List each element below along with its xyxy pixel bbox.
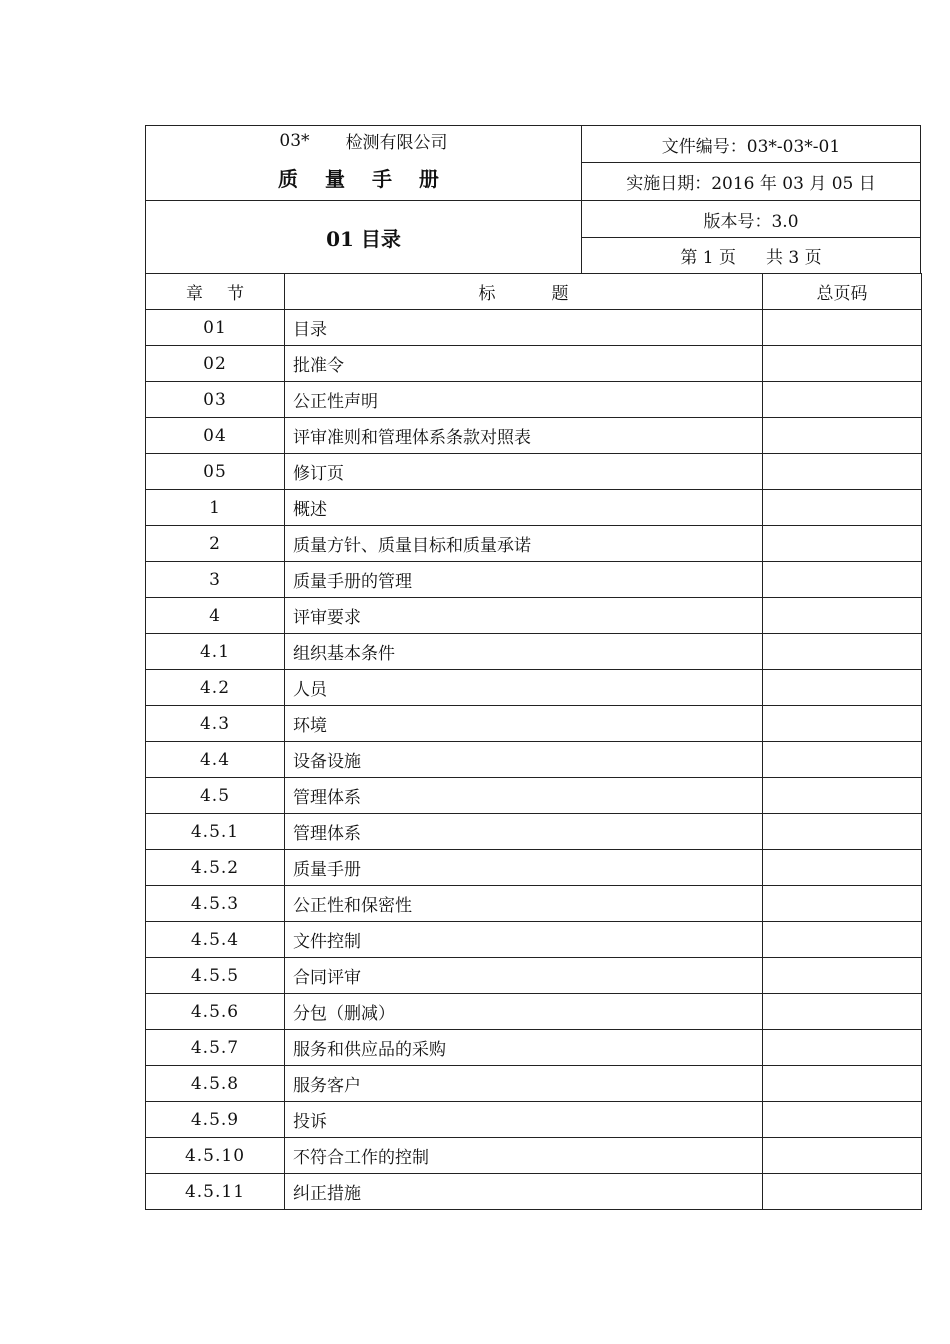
page-count (763, 1066, 922, 1102)
chapter-number: 3 (146, 562, 285, 598)
document-header (145, 125, 921, 273)
chapter-title: 概述 (285, 490, 763, 526)
chapter-title: 设备设施 (285, 742, 763, 778)
chapter-number: 4.5.4 (146, 922, 285, 958)
chapter-number: 4.3 (146, 706, 285, 742)
chapter-title: 修订页 (285, 454, 763, 490)
page-count (763, 454, 922, 490)
chapter-number: 4.5.3 (146, 886, 285, 922)
chapter-title: 投诉 (285, 1102, 763, 1138)
page-count (763, 382, 922, 418)
chapter-title: 服务和供应品的采购 (285, 1030, 763, 1066)
chapter-number: 2 (146, 526, 285, 562)
table-row (146, 742, 922, 778)
table-row (146, 1102, 922, 1138)
page-info (582, 238, 920, 273)
chapter-number: 4.5.1 (146, 814, 285, 850)
chapter-number: 4.5.5 (146, 958, 285, 994)
table-row (146, 598, 922, 634)
chapter-title: 管理体系 (285, 814, 763, 850)
chapter-title: 评审要求 (285, 598, 763, 634)
section-title: 01 目录 (326, 226, 401, 251)
page-count (763, 526, 922, 562)
chapter-number: 4.5.10 (146, 1138, 285, 1174)
page-count (763, 922, 922, 958)
chapter-number: 1 (146, 490, 285, 526)
table-row (146, 1030, 922, 1066)
chapter-title: 质量方针、质量目标和质量承诺 (285, 526, 763, 562)
table-row (146, 346, 922, 382)
chapter-number: 4.4 (146, 742, 285, 778)
header-right (582, 126, 920, 273)
chapter-number: 4.2 (146, 670, 285, 706)
toc-header-row (146, 274, 922, 310)
chapter-title: 公正性声明 (285, 382, 763, 418)
page-count (763, 490, 922, 526)
chapter-number: 4.5.8 (146, 1066, 285, 1102)
chapter-number: 4.5.7 (146, 1030, 285, 1066)
table-row (146, 958, 922, 994)
chapter-number: 4.5.9 (146, 1102, 285, 1138)
chapter-number: 03 (146, 382, 285, 418)
page-count (763, 886, 922, 922)
chapter-number: 01 (146, 310, 285, 346)
page-count (763, 346, 922, 382)
chapter-title: 评审准则和管理体系条款对照表 (285, 418, 763, 454)
chapter-title: 合同评审 (285, 958, 763, 994)
company-name: 检测有限公司 (345, 133, 448, 153)
table-row (146, 562, 922, 598)
page-count (763, 634, 922, 670)
page-count (763, 958, 922, 994)
chapter-title: 管理体系 (285, 778, 763, 814)
chapter-title: 公正性和保密性 (285, 886, 763, 922)
table-row (146, 922, 922, 958)
page-count (763, 310, 922, 346)
chapter-number: 4.1 (146, 634, 285, 670)
page-count (763, 850, 922, 886)
page-total: 共 3 页 (766, 248, 822, 268)
column-header-pages: 总页码 (763, 274, 922, 310)
page-count (763, 562, 922, 598)
company-line (146, 126, 581, 155)
chapter-title: 组织基本条件 (285, 634, 763, 670)
toc-table (145, 273, 922, 1210)
table-row (146, 1174, 922, 1210)
table-row (146, 1138, 922, 1174)
document-page (145, 125, 921, 1210)
page-count (763, 742, 922, 778)
table-row (146, 418, 922, 454)
table-row (146, 850, 922, 886)
table-row (146, 994, 922, 1030)
version-number: 版本号：3.0 (582, 201, 920, 238)
page-count (763, 598, 922, 634)
column-header-chapter: 章节 (146, 274, 285, 310)
column-header-title: 标题 (285, 274, 763, 310)
page-count (763, 1102, 922, 1138)
chapter-title: 质量手册 (285, 850, 763, 886)
chapter-title: 批准令 (285, 346, 763, 382)
chapter-number: 04 (146, 418, 285, 454)
table-row (146, 382, 922, 418)
chapter-title: 环境 (285, 706, 763, 742)
header-left (146, 126, 582, 273)
table-row (146, 490, 922, 526)
toc-body (146, 310, 922, 1210)
page-count (763, 778, 922, 814)
chapter-title: 人员 (285, 670, 763, 706)
chapter-number: 4 (146, 598, 285, 634)
company-code: 03* (279, 130, 310, 151)
page-count (763, 418, 922, 454)
effective-date: 实施日期：2016 年 03 月 05 日 (582, 163, 920, 201)
table-row (146, 1066, 922, 1102)
page-count (763, 1030, 922, 1066)
doc-number: 文件编号：03*-03*-01 (582, 126, 920, 163)
manual-title: 质 量 手 册 (146, 155, 581, 201)
page-count (763, 670, 922, 706)
table-row (146, 670, 922, 706)
chapter-number: 05 (146, 454, 285, 490)
chapter-title: 目录 (285, 310, 763, 346)
page-count (763, 1174, 922, 1210)
page-count (763, 994, 922, 1030)
chapter-title: 服务客户 (285, 1066, 763, 1102)
chapter-number: 4.5.2 (146, 850, 285, 886)
page-current: 第 1 页 (680, 248, 736, 268)
table-row (146, 310, 922, 346)
chapter-title: 分包（删减） (285, 994, 763, 1030)
page-count (763, 814, 922, 850)
chapter-title: 不符合工作的控制 (285, 1138, 763, 1174)
chapter-title: 文件控制 (285, 922, 763, 958)
table-row (146, 634, 922, 670)
table-row (146, 454, 922, 490)
chapter-number: 02 (146, 346, 285, 382)
chapter-title: 质量手册的管理 (285, 562, 763, 598)
table-row (146, 886, 922, 922)
chapter-title: 纠正措施 (285, 1174, 763, 1210)
table-row (146, 526, 922, 562)
page-count (763, 706, 922, 742)
table-row (146, 706, 922, 742)
page-count (763, 1138, 922, 1174)
table-row (146, 778, 922, 814)
chapter-number: 4.5.6 (146, 994, 285, 1030)
chapter-number: 4.5.11 (146, 1174, 285, 1210)
chapter-number: 4.5 (146, 778, 285, 814)
table-row (146, 814, 922, 850)
